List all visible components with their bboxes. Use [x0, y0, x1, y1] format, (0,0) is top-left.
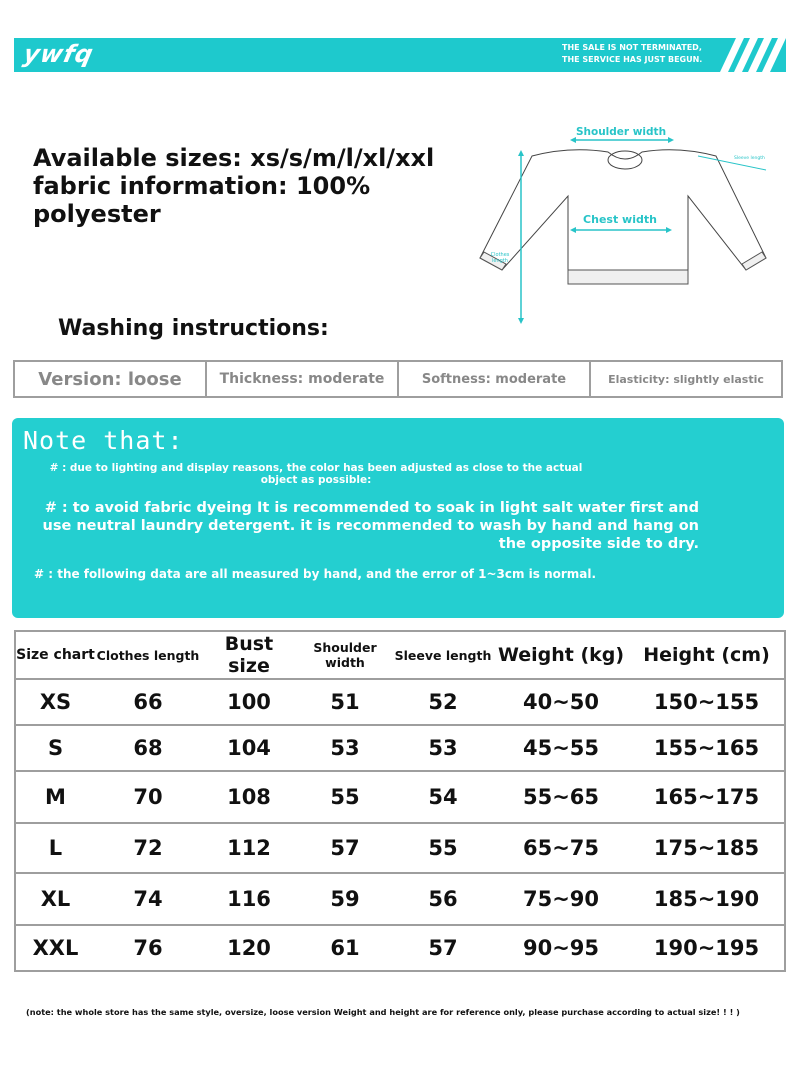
note-title: Note that:	[23, 426, 184, 455]
sweater-measurement-diagram	[470, 118, 790, 328]
header-bust-size: Bust size	[201, 631, 297, 679]
note-washing-line-1: # : to avoid fabric dyeing It is recommended to soak in light salt water first and	[44, 500, 699, 516]
top-banner	[14, 38, 786, 72]
note-color-disclaimer: # : due to lighting and display reasons, the color has been adjusted as close to the actual object as possible:	[49, 462, 583, 486]
cell-size: M	[15, 771, 95, 823]
brand-logo: ywfq	[21, 40, 97, 68]
washing-heading: Washing instructions:	[58, 316, 329, 341]
fabric-information: fabric information: 100% polyester	[33, 172, 371, 228]
cell-bust-size: 108	[201, 771, 297, 823]
cell-weight: 90~95	[493, 925, 629, 971]
cell-clothes-length: 68	[95, 725, 201, 771]
cell-size: L	[15, 823, 95, 873]
product-info	[33, 144, 473, 228]
cell-bust-size: 100	[201, 679, 297, 725]
cell-shoulder-width: 55	[297, 771, 393, 823]
cell-shoulder-width: 61	[297, 925, 393, 971]
cell-clothes-length: 72	[95, 823, 201, 873]
table-row	[15, 771, 785, 823]
cell-size: XXL	[15, 925, 95, 971]
header-weight: Weight (kg)	[493, 631, 629, 679]
cell-shoulder-width: 59	[297, 873, 393, 925]
table-row	[15, 725, 785, 771]
attr-thickness: Thickness: moderate	[207, 362, 399, 396]
cell-clothes-length: 70	[95, 771, 201, 823]
table-row	[15, 873, 785, 925]
note-measurement-error: # : the following data are all measured by hand, and the error of 1~3cm is normal.	[34, 567, 597, 581]
cell-weight: 65~75	[493, 823, 629, 873]
cell-bust-size: 104	[201, 725, 297, 771]
cell-weight: 55~65	[493, 771, 629, 823]
fabric-attributes-bar	[13, 360, 783, 398]
table-row	[15, 823, 785, 873]
shoulder-width-label: Shoulder width	[575, 126, 667, 138]
table-row	[15, 679, 785, 725]
note-box	[12, 418, 784, 618]
attr-version: Version: loose	[15, 362, 207, 396]
stripes-decoration-icon	[706, 38, 786, 72]
note-washing-line-2: use neutral laundry detergent. it is recommended to wash by hand and hang on	[42, 518, 699, 534]
attr-softness: Softness: moderate	[399, 362, 591, 396]
sleeve-length-label: Sleeve length	[734, 156, 765, 161]
table-header-row	[15, 631, 785, 679]
tagline-line-2: THE SERVICE HAS JUST BEGUN.	[562, 55, 703, 64]
cell-size: S	[15, 725, 95, 771]
cell-height: 155~165	[629, 725, 785, 771]
cell-shoulder-width: 51	[297, 679, 393, 725]
tagline-line-1: THE SALE IS NOT TERMINATED,	[562, 43, 702, 52]
cell-height: 175~185	[629, 823, 785, 873]
cell-bust-size: 116	[201, 873, 297, 925]
clothes-length-label-1: Clothes	[490, 252, 510, 258]
cell-size: XS	[15, 679, 95, 725]
cell-height: 165~175	[629, 771, 785, 823]
cell-sleeve-length: 56	[393, 873, 493, 925]
footnote: (note: the whole store has the same style, oversize, loose version Weight and height are for reference only, please purchase according to actual size! ! ! )	[26, 1007, 740, 1017]
header-shoulder-width: Shoulder width	[297, 631, 393, 679]
note-washing-advice	[34, 499, 699, 553]
header-height: Height (cm)	[629, 631, 785, 679]
cell-weight: 75~90	[493, 873, 629, 925]
note-washing-line-3: the opposite side to dry.	[498, 536, 699, 552]
header-size-chart: Size chart	[15, 631, 95, 679]
attr-elasticity: Elasticity: slightly elastic	[608, 372, 764, 386]
cell-clothes-length: 76	[95, 925, 201, 971]
cell-sleeve-length: 52	[393, 679, 493, 725]
cell-height: 185~190	[629, 873, 785, 925]
cell-sleeve-length: 54	[393, 771, 493, 823]
clothes-length-label-2: length	[492, 258, 508, 264]
available-sizes: Available sizes: xs/s/m/l/xl/xxl	[33, 144, 435, 172]
cell-shoulder-width: 53	[297, 725, 393, 771]
header-clothes-length: Clothes length	[95, 631, 201, 679]
cell-weight: 45~55	[493, 725, 629, 771]
cell-weight: 40~50	[493, 679, 629, 725]
cell-clothes-length: 74	[95, 873, 201, 925]
cell-height: 150~155	[629, 679, 785, 725]
header-sleeve-length: Sleeve length	[393, 631, 493, 679]
table-row	[15, 925, 785, 971]
cell-clothes-length: 66	[95, 679, 201, 725]
cell-height: 190~195	[629, 925, 785, 971]
chest-width-label: Chest width	[583, 213, 657, 226]
cell-shoulder-width: 57	[297, 823, 393, 873]
cell-size: XL	[15, 873, 95, 925]
cell-sleeve-length: 55	[393, 823, 493, 873]
cell-bust-size: 120	[201, 925, 297, 971]
cell-bust-size: 112	[201, 823, 297, 873]
cell-sleeve-length: 57	[393, 925, 493, 971]
cell-sleeve-length: 53	[393, 725, 493, 771]
size-chart-table	[14, 630, 786, 972]
banner-tagline	[562, 42, 722, 66]
